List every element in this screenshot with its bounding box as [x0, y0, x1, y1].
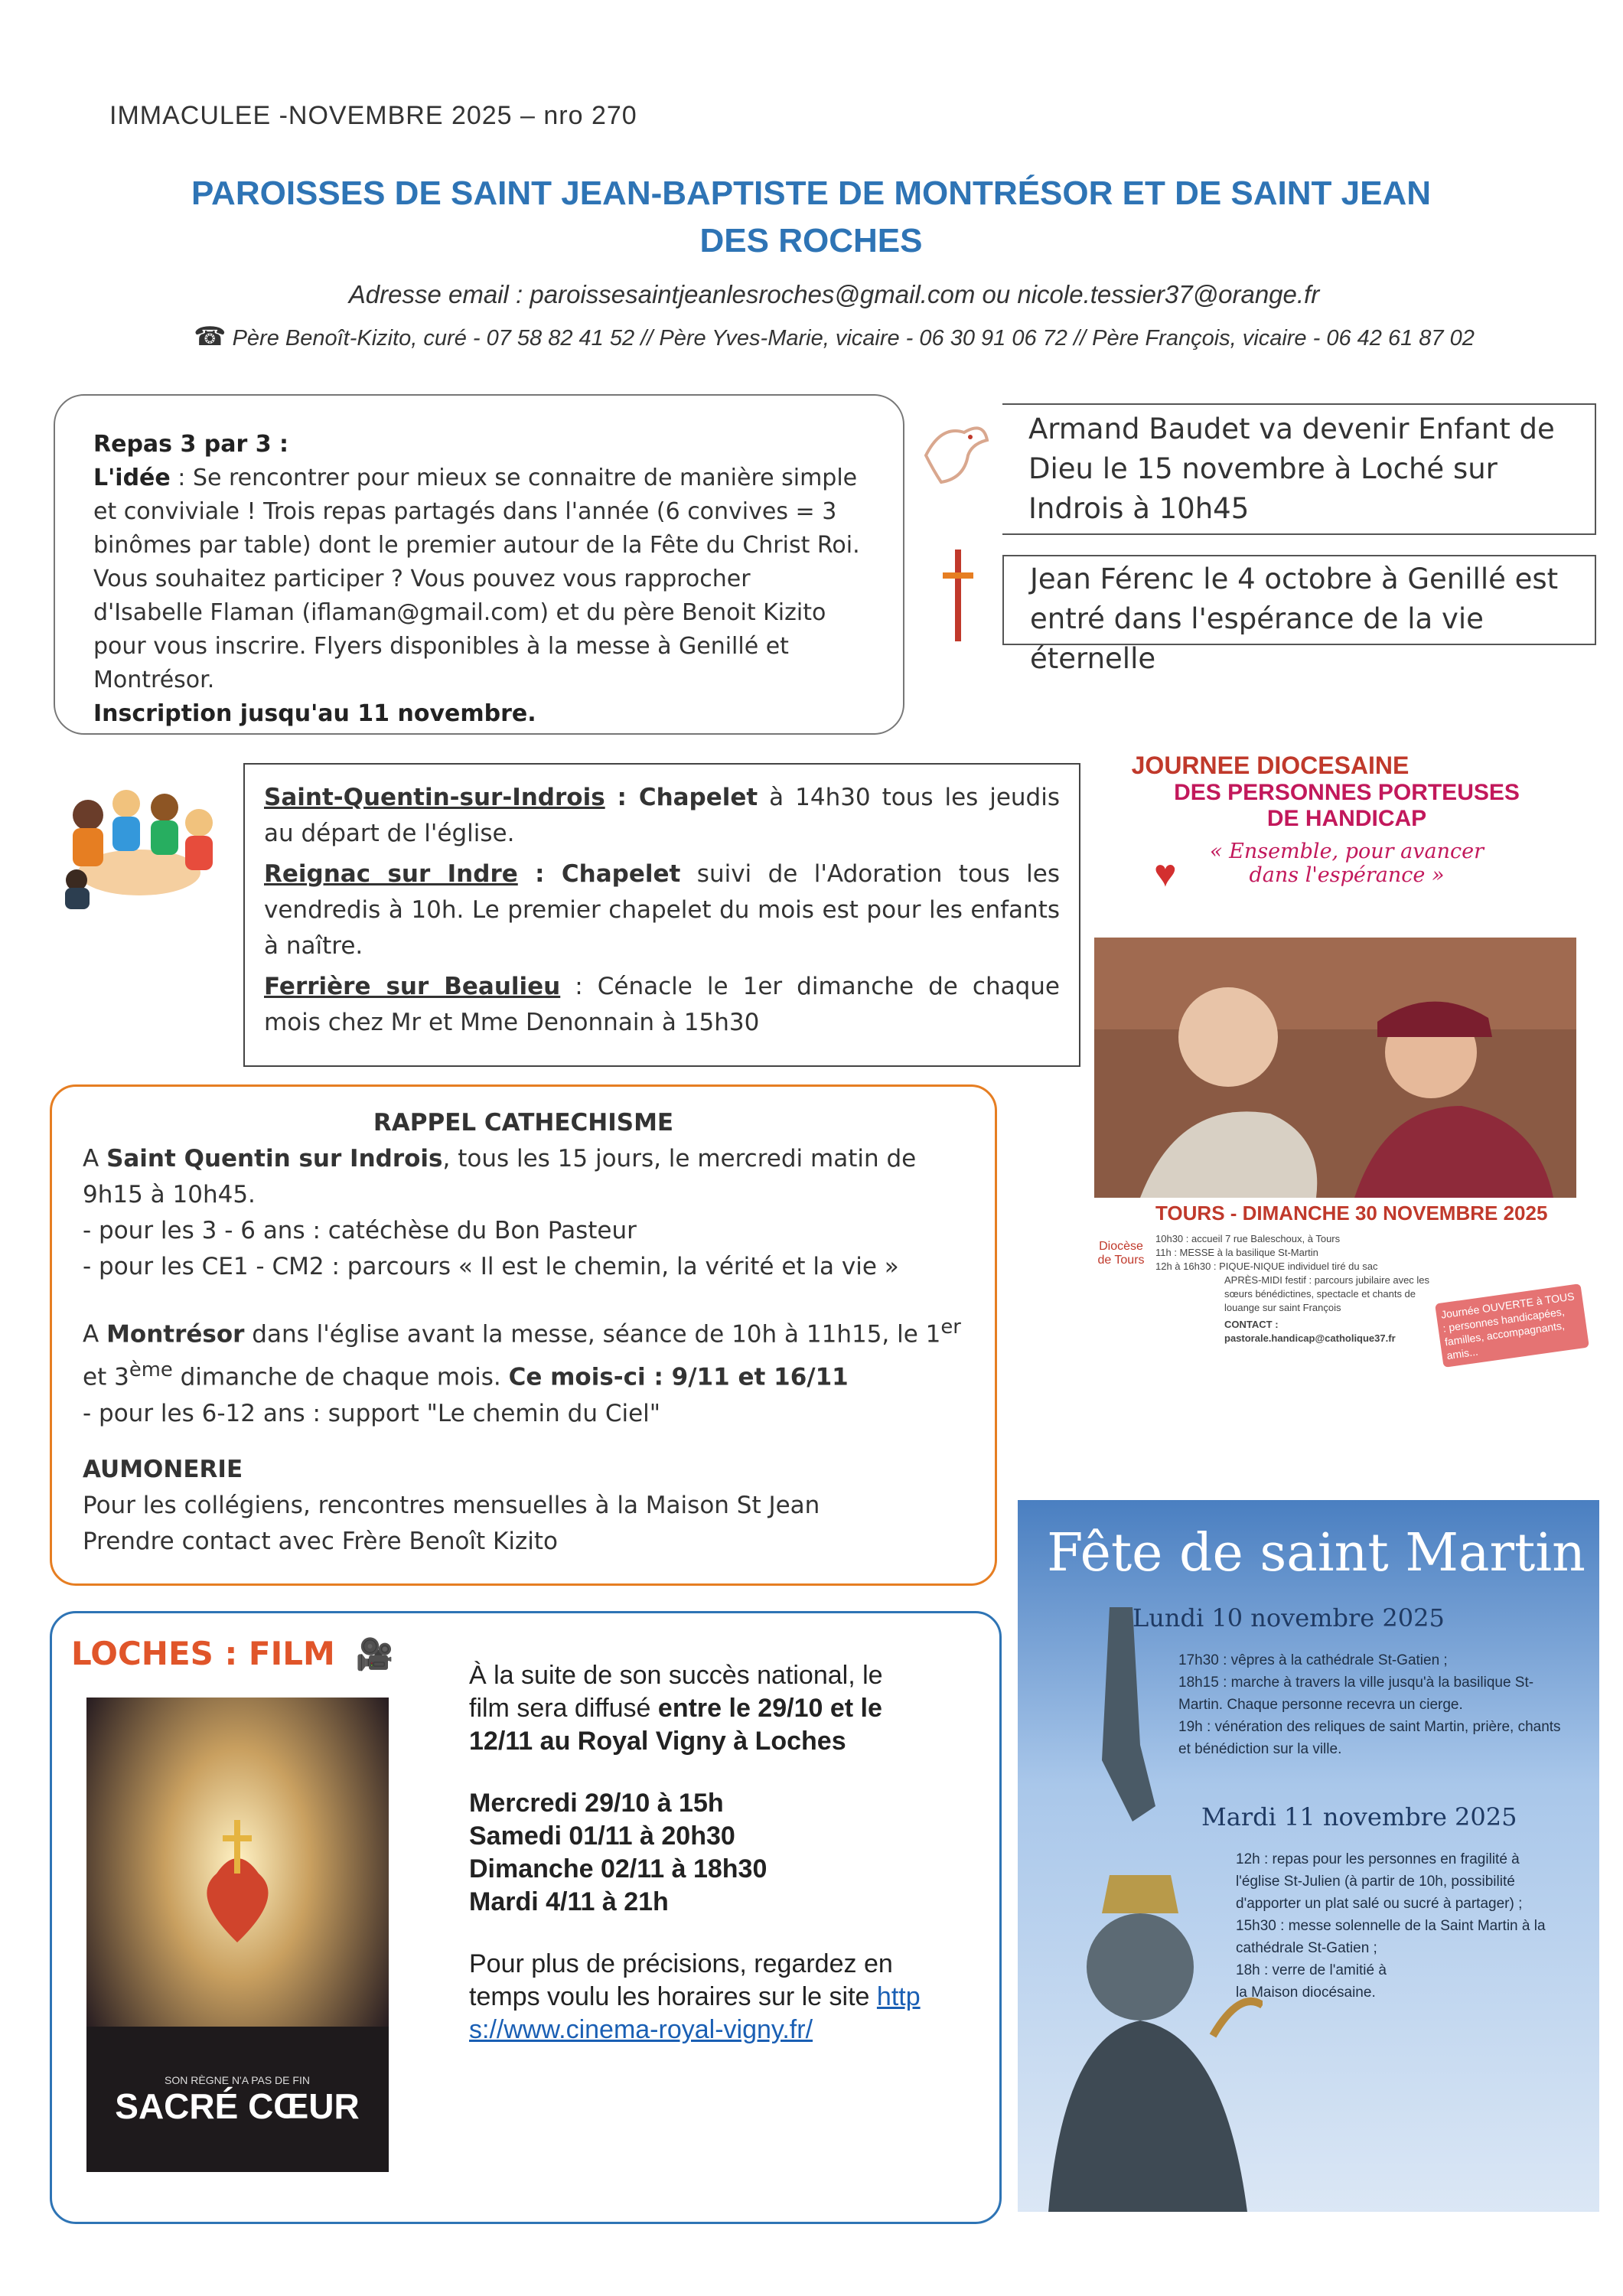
- cross-icon: [943, 550, 973, 641]
- martin-d2-line-3: 18h : verre de l'amitié à la Maison diocésaine.: [1236, 1962, 1387, 2001]
- journee-date: TOURS - DIMANCHE 30 NOVEMBRE 2025: [1155, 1202, 1548, 1225]
- film-showing-1: Mercredi 29/10 à 15h: [469, 1789, 724, 1818]
- martin-d2-line-1: 12h : repas pour les personnes en fragilité à l'église St-Julien (à partir de 10h, possibilité d'apporter un plat salé ou sucré à partager) ;: [1236, 1851, 1523, 1912]
- phone-text: Père Benoît-Kizito, curé - 07 58 82 41 52 // Père Yves-Marie, vicaire - 06 30 91 06 72 // Père François, vicaire - 06 42 61 87 02: [232, 326, 1475, 351]
- repas-idee-label: L'idée: [93, 465, 171, 491]
- chapelet-label-1: Chapelet: [638, 784, 758, 811]
- catechisme-heading: RAPPEL CATHECHISME: [373, 1109, 674, 1137]
- chapelet-place-1: Saint-Quentin-sur-Indrois: [264, 784, 605, 811]
- catechisme-sq-place: Saint Quentin sur Indrois: [106, 1145, 443, 1172]
- martin-d2-line-2: 15h30 : messe solennelle de la Saint Martin à la cathédrale St-Gatien ;: [1236, 1918, 1546, 1956]
- journee-title-3: DE HANDICAP: [1266, 806, 1427, 831]
- movie-camera-icon: 🎥: [355, 1637, 394, 1672]
- catechisme-mt-item: - pour les 6-12 ans : support "Le chemin du Ciel": [83, 1399, 661, 1427]
- catechisme-montresor: A Montrésor dans l'église avant la messe, séance de 10h à 11h15, le 1er et 3ème dimanche de chaque mois. Ce mois-ci : 9/11 et 16/11: [83, 1316, 961, 1391]
- journee-sched-1: 10h30 : accueil 7 rue Baleschoux, à Tours: [1155, 1233, 1341, 1244]
- funeral-announcement: Jean Férenc le 4 octobre à Genillé est entré dans l'espérance de la vie éternelle: [1002, 555, 1596, 645]
- catechisme-sq-item-2: - pour les CE1 - CM2 : parcours « Il est le chemin, la vérité et la vie »: [83, 1253, 899, 1280]
- catechisme-saint-quentin: A Saint Quentin sur Indrois, tous les 15 jours, le mercredi matin de 9h15 à 10h45.: [83, 1145, 917, 1208]
- journee-sched-3: 12h à 16h30 : PIQUE-NIQUE individuel tiré du sac: [1155, 1261, 1378, 1272]
- repas-body: [93, 461, 865, 697]
- repas-deadline: Inscription jusqu'au 11 novembre.: [93, 700, 536, 727]
- journee-photo: [1094, 938, 1576, 1198]
- sacre-coeur-poster: [86, 1698, 389, 2172]
- title-line-1: PAROISSES DE SAINT JEAN-BAPTISTE DE MONTRÉSOR ET DE SAINT JEAN: [191, 174, 1432, 212]
- journee-badge: Journée OUVERTE à TOUS : personnes handicapées, familles, accompagnants, amis...: [1435, 1283, 1589, 1368]
- film-outro: Pour plus de précisions, regardez en temps voulu les horaires sur le site https://www.cinema-royal-vigny.fr/: [469, 1949, 921, 2044]
- chapelet-label-2: Chapelet: [561, 860, 681, 888]
- title-line-2: DES ROCHES: [699, 222, 923, 259]
- journee-title-1: JOURNEE DIOCESAINE: [1131, 752, 1410, 779]
- aumonerie-heading: AUMONERIE: [83, 1455, 243, 1483]
- aumonerie-line-2: Prendre contact avec Frère Benoît Kizito: [83, 1527, 558, 1555]
- chapelet-place-2: Reignac sur Indre: [264, 860, 518, 888]
- aumonerie-line-1: Pour les collégiens, rencontres mensuelles à la Maison St Jean: [83, 1491, 820, 1519]
- chapelet-box: [243, 763, 1080, 1067]
- journee-title-2: DES PERSONNES PORTEUSES: [1174, 780, 1520, 805]
- cinema-link[interactable]: https://www.cinema-royal-vigny.fr/: [469, 1982, 921, 2044]
- martin-day-1: Lundi 10 novembre 2025: [1133, 1603, 1445, 1632]
- email-line: Adresse email : paroissesaintjeanlesroches@gmail.com ou nicole.tessier37@orange.fr: [348, 280, 1320, 308]
- catechisme-mt-place: Montrésor: [106, 1320, 245, 1349]
- martin-d1-line-2: 18h15 : marche à travers la ville jusqu'à la basilique St-Martin. Chaque personne recevra un cierge.: [1178, 1675, 1534, 1713]
- martin-title: Fête de saint Martin: [1047, 1523, 1586, 1583]
- film-intro: À la suite de son succès national, le film sera diffusé entre le 29/10 et le 12/11 au Royal Vigny à Loches: [469, 1661, 883, 1756]
- repas-text: : Se rencontrer pour mieux se connaitre de manière simple et conviviale ! Trois repas partagés dans l'année (6 convives = 3 binômes par table) dont le premier autour de la Fête du Christ Roi. Vous souhaitez participer ? Vous pouvez vous rapprocher d'Isabelle Flaman (iflaman@gmail.com) et du père Benoit Kizito pour vous inscrire. Flyers disponibles à la messe à Genillé et Montrésor.: [93, 465, 860, 693]
- phone-icon: ☎: [194, 322, 227, 351]
- film-text: [469, 1659, 928, 2076]
- repas-box: [54, 394, 904, 735]
- page-title: [92, 170, 1530, 265]
- film-showing-4: Mardi 4/11 à 21h: [469, 1887, 669, 1916]
- phone-line: [115, 321, 1553, 352]
- journee-logo: Diocèse de Tours: [1097, 1240, 1145, 1267]
- chapelet-saint-quentin: Saint-Quentin-sur-Indrois : Chapelet à 14h30 tous les jeudis au départ de l'église.: [264, 784, 1060, 847]
- film-showing-3: Dimanche 02/11 à 18h30: [469, 1854, 768, 1883]
- journee-sched-2: 11h : MESSE à la basilique St-Martin: [1155, 1247, 1318, 1258]
- journee-sched-4: APRÈS-MIDI festif : parcours jubilaire avec les sœurs bénédictines, spectacle et chants de louange sur saint François: [1224, 1274, 1430, 1313]
- chapelet-ferriere: Ferrière sur Beaulieu : Cénacle le 1er dimanche de chaque mois chez Mr et Mme Denonnain à 15h30: [264, 973, 1060, 1036]
- catechisme-dates: Ce mois-ci : 9/11 et 16/11: [508, 1363, 849, 1391]
- issue-line: IMMACULEE -NOVEMBRE 2025 – nro 270: [109, 101, 637, 130]
- dove-icon: [911, 409, 995, 494]
- poster-title: SACRÉ CŒUR: [115, 2086, 360, 2126]
- film-box: [50, 1611, 1002, 2224]
- shared-meal-illustration: [54, 781, 226, 911]
- repas-heading: Repas 3 par 3 :: [93, 431, 289, 458]
- film-dates: entre le 29/10 et le 12/11 au Royal Vigny à Loches: [469, 1694, 882, 1756]
- film-schedule: [469, 1787, 928, 1919]
- journee-diocesaine-poster: [1094, 735, 1599, 1408]
- film-title: LOCHES : FILM 🎥: [71, 1635, 394, 1672]
- journee-motto-1: « Ensemble, pour avancer: [1210, 840, 1484, 863]
- martin-d1-line-3: 19h : vénération des reliques de saint Martin, prière, chants et bénédiction sur la ville.: [1178, 1719, 1561, 1757]
- baptism-announcement: Armand Baudet va devenir Enfant de Dieu le 15 novembre à Loché sur Indrois à 10h45: [1002, 403, 1596, 535]
- catechisme-box: [50, 1084, 997, 1586]
- journee-motto-2: dans l'espérance »: [1249, 863, 1445, 887]
- martin-day-2: Mardi 11 novembre 2025: [1201, 1802, 1517, 1831]
- chapelet-reignac: Reignac sur Indre : Chapelet suivi de l'Adoration tous les vendredis à 10h. Le premier chapelet du mois est pour les enfants à naître.: [264, 860, 1061, 960]
- saint-martin-poster: [1018, 1500, 1599, 2212]
- film-showing-2: Samedi 01/11 à 20h30: [469, 1821, 735, 1851]
- catechisme-sq-item-1: - pour les 3 - 6 ans : catéchèse du Bon Pasteur: [83, 1217, 637, 1244]
- martin-d1-line-1: 17h30 : vêpres à la cathédrale St-Gatien ;: [1178, 1652, 1448, 1668]
- poster-tagline: SON RÈGNE N'A PAS DE FIN: [165, 2074, 310, 2086]
- chapelet-place-3: Ferrière sur Beaulieu: [264, 973, 561, 1000]
- journee-contact: CONTACT : pastorale.handicap@catholique37.fr: [1224, 1319, 1396, 1344]
- heart-icon: ♥: [1154, 852, 1177, 895]
